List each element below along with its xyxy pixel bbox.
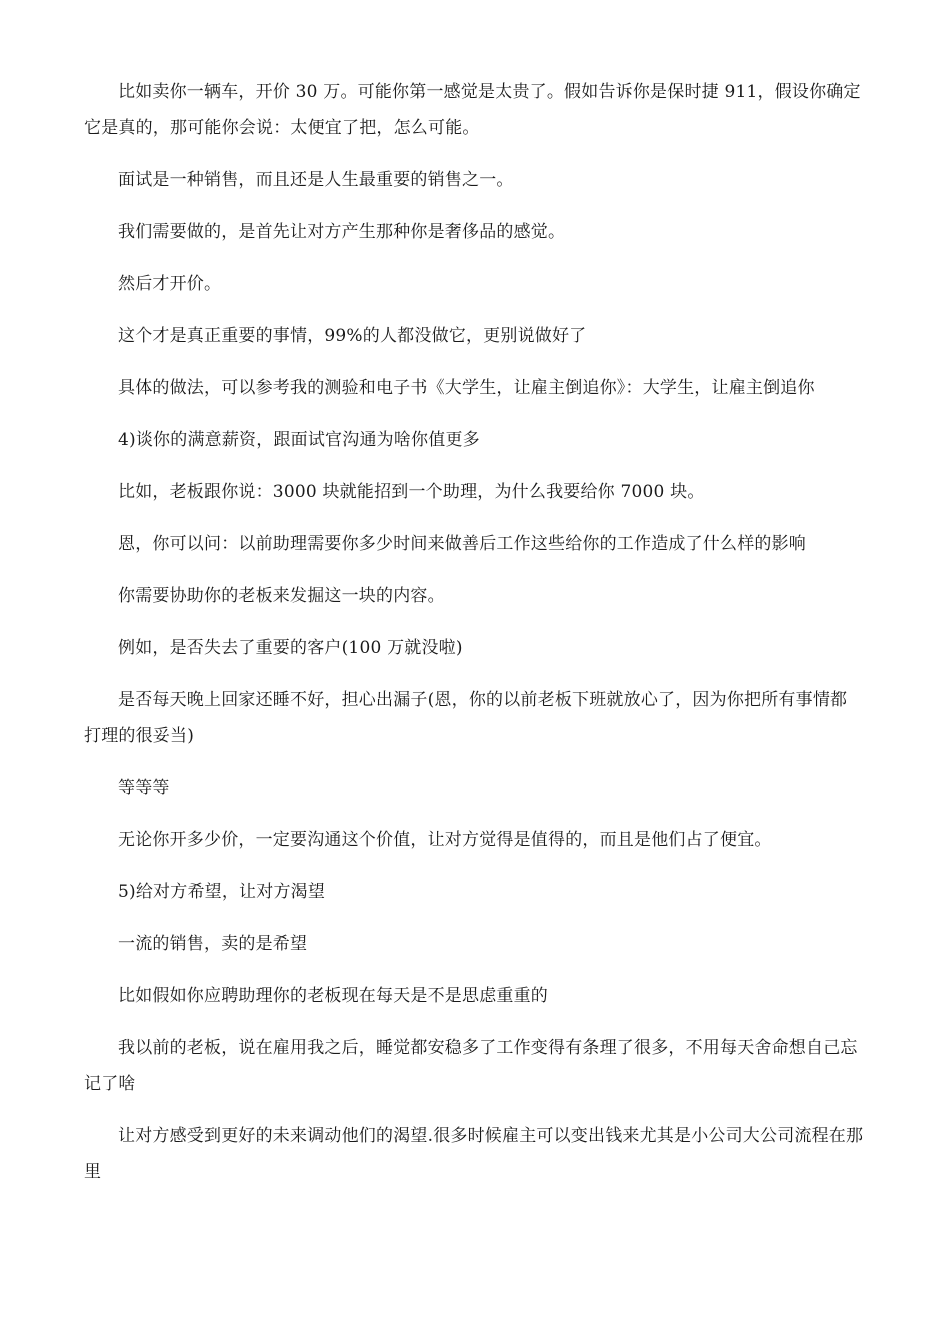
paragraph-6: 具体的做法，可以参考我的测验和电子书《大学生，让雇主倒追你》：大学生，让雇主倒追你 [118, 378, 815, 398]
paragraph-11: 例如，是否失去了重要的客户(100 万就没啦) [118, 638, 463, 658]
paragraph-5: 这个才是真正重要的事情，99%的人都没做它，更别说做好了 [118, 326, 587, 346]
document-body [84, 74, 864, 1206]
paragraph-18: 我以前的老板，说在雇用我之后，睡觉都安稳多了工作变得有条理了很多，不用每天舍命想自己忘记了啥 [84, 1038, 858, 1094]
paragraph-19: 让对方感受到更好的未来调动他们的渴望.很多时候雇主可以变出钱来尤其是小公司大公司流程在那里 [84, 1126, 864, 1182]
paragraph-7: 4)谈你的满意薪资，跟面试官沟通为啥你值更多 [118, 430, 480, 450]
paragraph-17: 比如假如你应聘助理你的老板现在每天是不是思虑重重的 [118, 986, 548, 1006]
paragraph-13: 等等等 [118, 778, 170, 798]
paragraph-2: 面试是一种销售，而且还是人生最重要的销售之一。 [118, 170, 514, 190]
paragraph-4: 然后才开价。 [118, 274, 222, 294]
paragraph-14: 无论你开多少价，一定要沟通这个价值，让对方觉得是值得的，而且是他们占了便宜。 [118, 830, 772, 850]
paragraph-9: 恩，你可以问：以前助理需要你多少时间来做善后工作这些给你的工作造成了什么样的影响 [118, 534, 806, 554]
paragraph-16: 一流的销售，卖的是希望 [118, 934, 308, 954]
paragraph-12: 是否每天晚上回家还睡不好，担心出漏子(恩，你的以前老板下班就放心了，因为你把所有事情都打理的很妥当) [84, 690, 848, 746]
paragraph-1: 比如卖你一辆车，开价 30 万。可能你第一感觉是太贵了。假如告诉你是保时捷 911，假设你确定它是真的，那可能你会说：太便宜了把，怎么可能。 [84, 82, 861, 138]
paragraph-15: 5)给对方希望，让对方渴望 [118, 882, 326, 902]
paragraph-10: 你需要协助你的老板来发掘这一块的内容。 [118, 586, 445, 606]
paragraph-8: 比如，老板跟你说：3000 块就能招到一个助理，为什么我要给你 7000 块。 [118, 482, 705, 502]
paragraph-3: 我们需要做的，是首先让对方产生那种你是奢侈品的感觉。 [118, 222, 566, 242]
